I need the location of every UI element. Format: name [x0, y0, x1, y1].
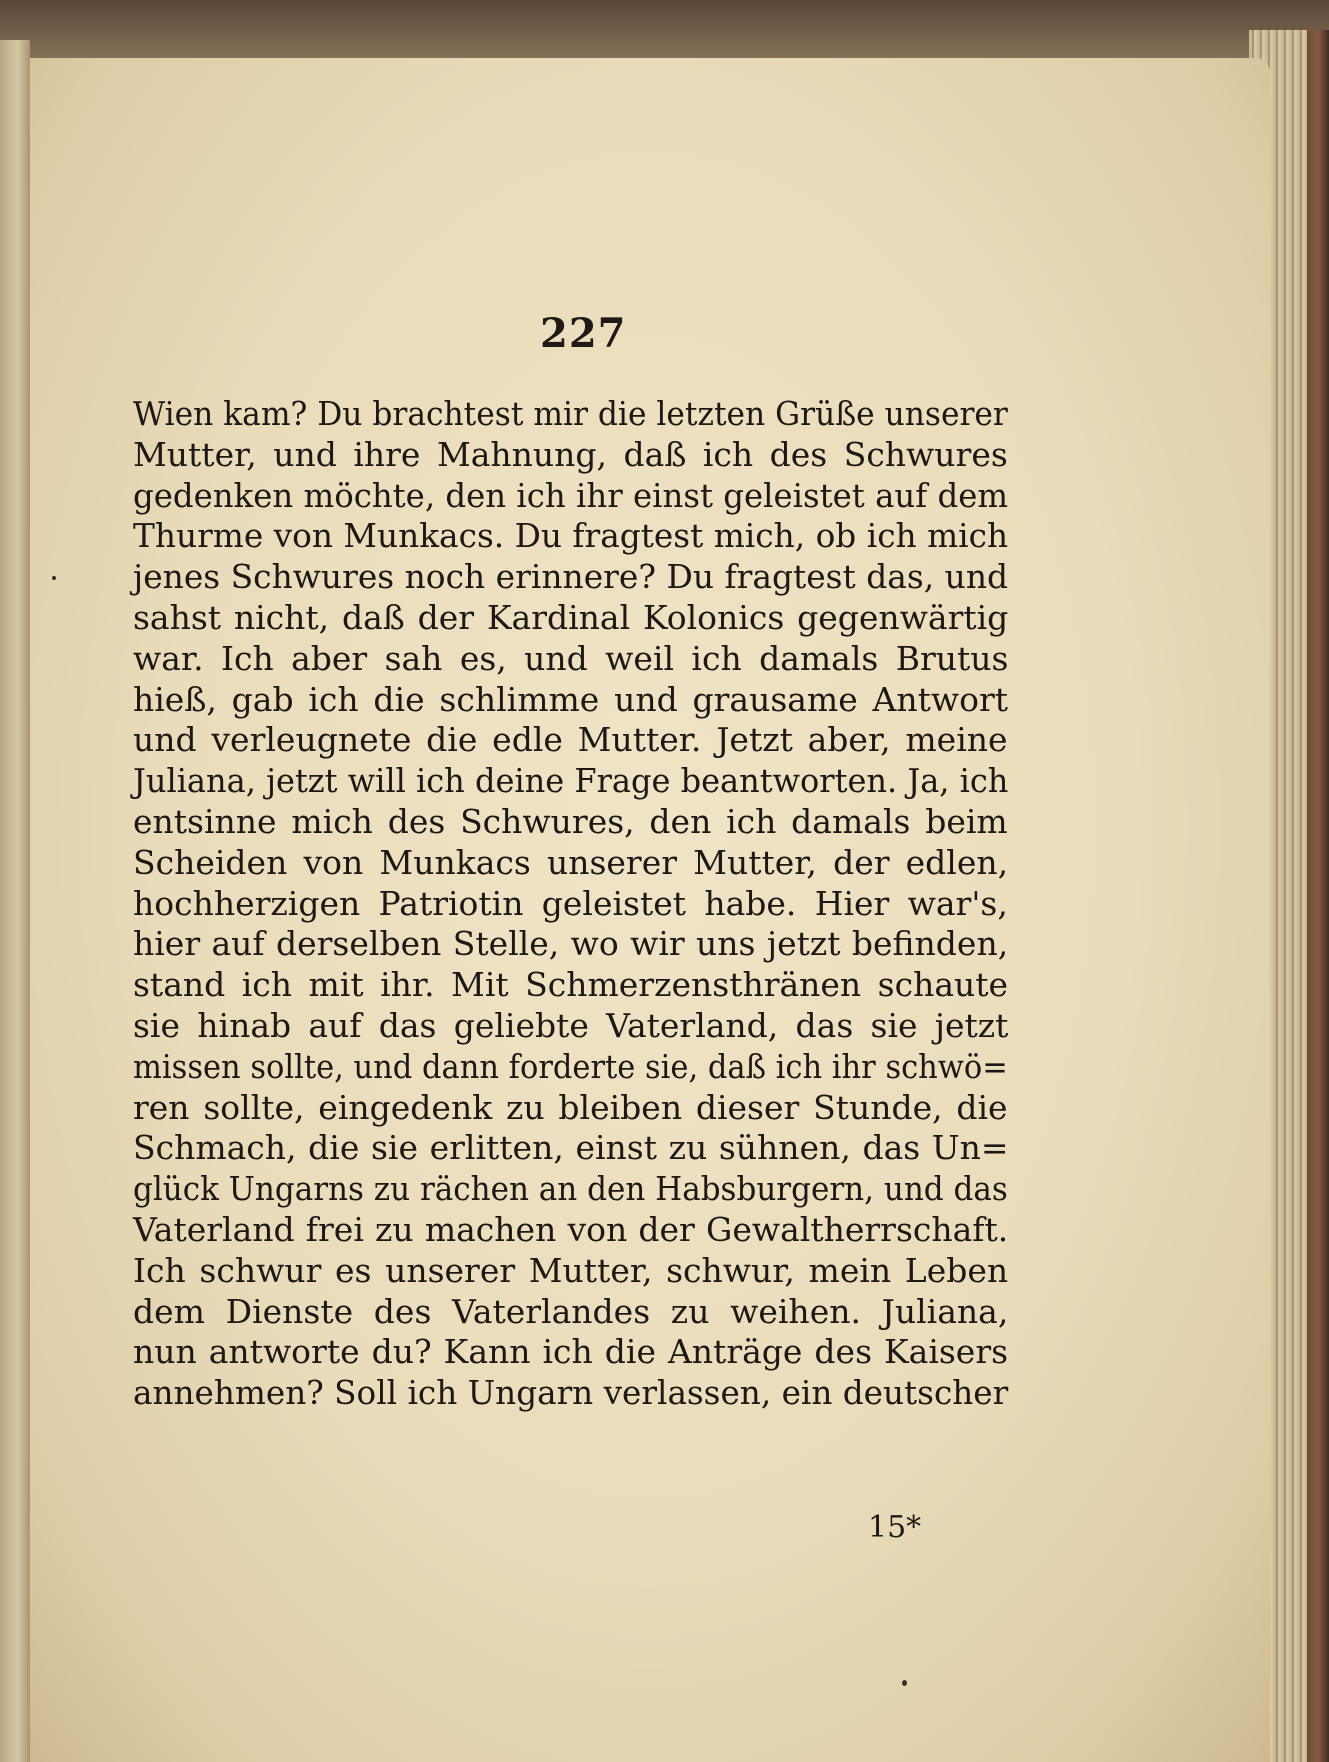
book-cover-edge [1307, 30, 1329, 1762]
text-line: glück Ungarns zu rächen an den Habsburgern, und das [133, 1169, 1008, 1209]
text-line: nun antworte du? Kann ich die Anträge des Kaisers [133, 1332, 1009, 1372]
text-line: Mutter, und ihre Mahnung, daß ich des Schwures [133, 434, 1008, 474]
text-line: missen sollte, und dann forderte sie, daß ich ihr schwö= [133, 1046, 1008, 1086]
text-line: hochherzigen Patriotin geleistet habe. Hier war's, [133, 883, 1008, 923]
text-line: Wien kam? Du brachtest mir die letzten Grüße unserer [133, 394, 1008, 433]
text-line: sahst nicht, daß der Kardinal Kolonics gegenwärtig [133, 597, 1009, 637]
text-line: Thurme von Munkacs. Du fragtest mich, ob ich mich [133, 516, 1009, 556]
text-line: Scheiden von Munkacs unserer Mutter, der edlen, [133, 842, 1009, 882]
text-line: Vaterland frei zu machen von der Gewaltherrschaft. [133, 1209, 1009, 1249]
signature-mark: 15* [868, 1510, 922, 1545]
text-line: Schmach, die sie erlitten, einst zu sühnen, das Un= [133, 1128, 1009, 1168]
page-number: 227 [540, 310, 627, 357]
text-line: annehmen? Soll ich Ungarn verlassen, ein deutscher [133, 1373, 1009, 1413]
text-line: sie hinab auf das geliebte Vaterland, das sie jetzt [133, 1005, 1009, 1045]
text-line: hier auf derselben Stelle, wo wir uns jetzt befinden, [133, 924, 1009, 964]
text-line: hieß, gab ich die schlimme und grausame Antwort [133, 679, 1009, 719]
text-line: ren sollte, eingedenk zu bleiben dieser Stunde, die [133, 1087, 1008, 1127]
previous-page-edge [0, 40, 30, 1762]
text-line: entsinne mich des Schwures, den ich damals beim [133, 801, 1008, 841]
text-line: dem Dienste des Vaterlandes zu weihen. Juliana, [133, 1291, 1009, 1331]
paper-speck [52, 576, 56, 580]
text-line: jenes Schwures noch erinnere? Du fragtest das, und [133, 557, 1009, 597]
text-line: Juliana, jetzt will ich deine Frage beantworten. Ja, ich [133, 761, 1009, 801]
text-line: stand ich mit ihr. Mit Schmerzensthränen schaute [133, 965, 1009, 1005]
text-line: Ich schwur es unserer Mutter, schwur, mein Leben [133, 1250, 1009, 1290]
text-line: gedenken möchte, den ich ihr einst geleistet auf dem [133, 475, 1009, 515]
text-line: war. Ich aber sah es, und weil ich damals Brutus [133, 638, 1009, 678]
body-text [133, 394, 1008, 1414]
book-page [30, 58, 1270, 1762]
text-line: und verleugnete die edle Mutter. Jetzt aber, meine [133, 720, 1008, 760]
paper-speck [902, 1680, 907, 1686]
